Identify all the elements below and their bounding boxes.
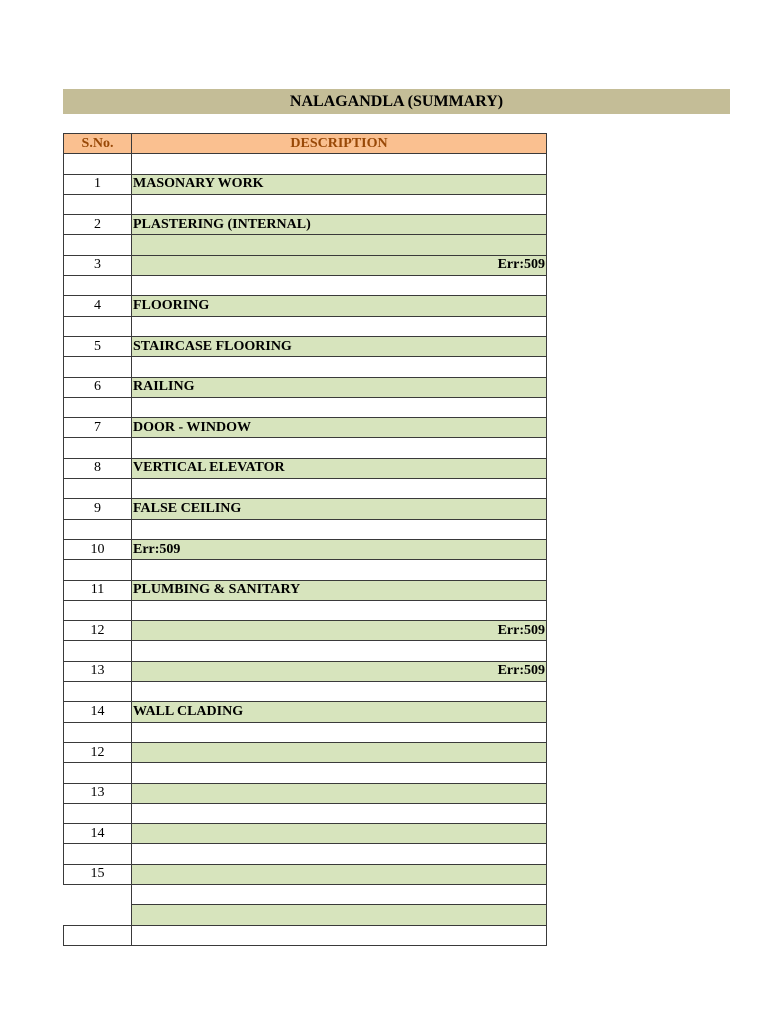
sno-cell[interactable]: 2	[64, 215, 132, 235]
table-row	[64, 316, 547, 336]
description-cell[interactable]	[132, 641, 547, 661]
table-row	[64, 519, 547, 539]
description-cell[interactable]	[132, 600, 547, 620]
description-cell[interactable]: Err:509	[132, 661, 547, 681]
description-cell[interactable]	[132, 783, 547, 803]
table-row	[64, 621, 547, 641]
table-row	[64, 702, 547, 722]
sno-cell[interactable]: 12	[64, 742, 132, 762]
sno-cell[interactable]	[64, 641, 132, 661]
description-cell[interactable]: WALL CLADING	[132, 702, 547, 722]
sno-cell[interactable]: 14	[64, 824, 132, 844]
table-body	[64, 154, 547, 946]
sno-cell[interactable]: 13	[64, 783, 132, 803]
table-row	[64, 255, 547, 275]
table-row	[64, 336, 547, 356]
table-row	[64, 357, 547, 377]
description-cell[interactable]	[132, 803, 547, 823]
table-row	[64, 803, 547, 823]
sno-cell[interactable]: 6	[64, 377, 132, 397]
sheet-title: NALAGANDLA (SUMMARY)	[289, 92, 504, 110]
sno-cell[interactable]	[64, 194, 132, 214]
table-row	[64, 905, 547, 925]
description-cell[interactable]: RAILING	[132, 377, 547, 397]
table-row	[64, 174, 547, 194]
table-row	[64, 742, 547, 762]
table-row	[64, 296, 547, 316]
table-row	[64, 539, 547, 559]
table-row	[64, 377, 547, 397]
description-cell[interactable]: MASONARY WORK	[132, 174, 547, 194]
sno-cell[interactable]	[64, 438, 132, 458]
description-cell[interactable]: FALSE CEILING	[132, 499, 547, 519]
description-cell[interactable]: FLOORING	[132, 296, 547, 316]
sno-cell[interactable]	[64, 316, 132, 336]
description-cell[interactable]: Err:509	[132, 621, 547, 641]
table-row	[64, 479, 547, 499]
description-cell[interactable]: PLASTERING (INTERNAL)	[132, 215, 547, 235]
summary-table	[63, 133, 547, 946]
description-cell[interactable]	[132, 884, 547, 904]
sno-cell[interactable]: 14	[64, 702, 132, 722]
description-cell[interactable]: STAIRCASE FLOORING	[132, 336, 547, 356]
table-row	[64, 458, 547, 478]
sno-cell[interactable]	[64, 560, 132, 580]
description-cell[interactable]	[132, 824, 547, 844]
sno-cell[interactable]	[64, 925, 132, 945]
sno-cell[interactable]: 3	[64, 255, 132, 275]
description-cell[interactable]	[132, 905, 547, 925]
table-row	[64, 194, 547, 214]
sno-cell[interactable]	[64, 722, 132, 742]
table-row	[64, 844, 547, 864]
description-cell[interactable]	[132, 235, 547, 255]
table-row	[64, 641, 547, 661]
sno-cell[interactable]	[64, 479, 132, 499]
table-row	[64, 600, 547, 620]
table-row	[64, 824, 547, 844]
description-cell[interactable]	[132, 154, 547, 174]
sno-cell[interactable]	[64, 844, 132, 864]
sno-cell[interactable]	[64, 276, 132, 296]
table-row	[64, 884, 547, 904]
description-cell[interactable]	[132, 742, 547, 762]
sno-cell[interactable]: 4	[64, 296, 132, 316]
description-cell[interactable]	[132, 925, 547, 945]
table-row	[64, 763, 547, 783]
description-cell[interactable]	[132, 357, 547, 377]
table-row	[64, 154, 547, 174]
sno-cell[interactable]	[64, 803, 132, 823]
description-cell[interactable]: VERTICAL ELEVATOR	[132, 458, 547, 478]
table-row	[64, 722, 547, 742]
sno-cell[interactable]: 15	[64, 864, 132, 884]
table-row	[64, 276, 547, 296]
description-cell[interactable]	[132, 438, 547, 458]
description-cell[interactable]: Err:509	[132, 255, 547, 275]
sno-cell[interactable]	[64, 357, 132, 377]
table-row	[64, 397, 547, 417]
description-cell[interactable]	[132, 276, 547, 296]
sno-cell[interactable]	[64, 397, 132, 417]
sno-cell[interactable]	[64, 600, 132, 620]
sno-cell[interactable]: 13	[64, 661, 132, 681]
sno-cell[interactable]: 11	[64, 580, 132, 600]
header-row	[64, 134, 547, 154]
table-row	[64, 235, 547, 255]
sno-cell[interactable]: 7	[64, 418, 132, 438]
table-row	[64, 560, 547, 580]
table-row	[64, 864, 547, 884]
description-cell[interactable]	[132, 560, 547, 580]
sno-cell[interactable]	[64, 763, 132, 783]
table-row	[64, 215, 547, 235]
table-row	[64, 418, 547, 438]
sno-cell[interactable]: 12	[64, 621, 132, 641]
sno-header[interactable]: S.No.	[64, 134, 132, 154]
description-cell[interactable]	[132, 763, 547, 783]
sno-cell[interactable]	[64, 682, 132, 702]
table-row	[64, 783, 547, 803]
description-cell[interactable]	[132, 844, 547, 864]
description-cell[interactable]: Err:509	[132, 539, 547, 559]
table-row	[64, 580, 547, 600]
sno-cell[interactable]	[64, 884, 132, 904]
sno-cell[interactable]: 10	[64, 539, 132, 559]
sno-cell[interactable]	[64, 154, 132, 174]
description-cell[interactable]	[132, 479, 547, 499]
description-cell[interactable]	[132, 864, 547, 884]
table-row	[64, 499, 547, 519]
description-header[interactable]: DESCRIPTION	[132, 134, 547, 154]
sno-cell[interactable]: 8	[64, 458, 132, 478]
description-cell[interactable]	[132, 682, 547, 702]
description-cell[interactable]	[132, 397, 547, 417]
sno-cell[interactable]	[64, 905, 132, 925]
table-row	[64, 438, 547, 458]
sno-cell[interactable]	[64, 235, 132, 255]
sno-cell[interactable]: 9	[64, 499, 132, 519]
table-row	[64, 661, 547, 681]
description-cell[interactable]: PLUMBING & SANITARY	[132, 580, 547, 600]
sno-cell[interactable]: 1	[64, 174, 132, 194]
table-row	[64, 682, 547, 702]
description-cell[interactable]	[132, 316, 547, 336]
description-cell[interactable]	[132, 722, 547, 742]
description-cell[interactable]	[132, 519, 547, 539]
sno-cell[interactable]: 5	[64, 336, 132, 356]
sheet-title-bar	[63, 89, 730, 114]
description-cell[interactable]	[132, 194, 547, 214]
description-cell[interactable]: DOOR - WINDOW	[132, 418, 547, 438]
sno-cell[interactable]	[64, 519, 132, 539]
table-row	[64, 925, 547, 945]
